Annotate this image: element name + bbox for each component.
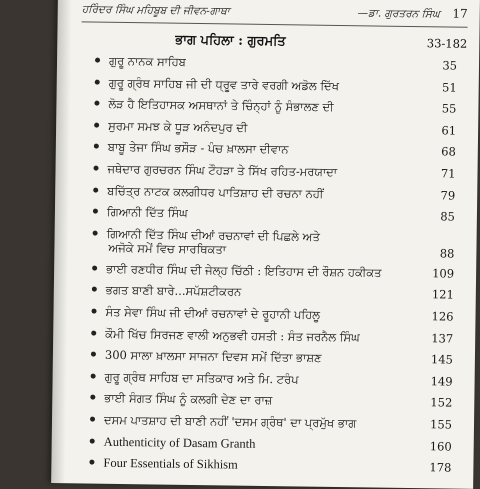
bullet-icon	[89, 460, 94, 465]
toc-entry-title-text: ਗੁਰੂ ਗ੍ਰੰਥ ਸਾਹਿਬ ਦਾ ਸਤਿਕਾਰ ਅਤੇ ਮਿ. ਟਰੰਪ	[104, 369, 299, 387]
bullet-icon	[93, 230, 98, 235]
toc-entry-page: 137	[431, 330, 454, 346]
toc-entry-title	[108, 97, 418, 115]
toc-entry	[51, 451, 473, 478]
bullet-icon	[90, 438, 95, 443]
toc-entry-title-text: ਗੁਰੂ ਗ੍ਰੰਥ ਸਾਹਿਬ ਜੀ ਦੀ ਧ੍ਰੂਵ ਤਾਰੇ ਵਰਗੀ ਅਡੋਲ ਦਿੱਖ	[108, 75, 340, 93]
toc-entry-page: 55	[441, 101, 457, 116]
toc-entry-title	[104, 434, 414, 452]
bullet-icon	[93, 209, 98, 214]
toc-entry-subtitle: ਅਜੋਕੇ ਸਮੇਂ ਵਿਚ ਸਾਰਥਿਕਤਾ	[108, 240, 227, 257]
bullet-icon	[92, 308, 97, 313]
section-page-range: 33-182	[426, 36, 468, 51]
toc-entry-page: 35	[442, 58, 458, 73]
toc-entry-title-text: ਭਾਈ ਸੰਗਤ ਸਿੰਘ ਨੂੰ ਕਲਗੀ ਦੇਣ ਦਾ ਰਾਜ਼	[104, 391, 273, 408]
bullet-icon	[91, 373, 96, 378]
toc-entry-page: 61	[441, 123, 457, 138]
toc-entry-title-text: ਬਚਿੱਤ੍ਰ ਨਾਟਕ ਕਲਗੀਧਰ ਪਾਤਿਸ਼ਾਹ ਦੀ ਰਚਨਾ ਨਹੀਂ	[107, 183, 324, 201]
toc-entry-title-text: Four Essentials of Sikhism	[103, 455, 238, 472]
toc-entry-title-text: ਸੰਤ ਸੇਵਾ ਸਿੰਘ ਜੀ ਦੀਆਂ ਰਚਨਾਵਾਂ ਦੇ ਰੂਹਾਨੀ ਪਹਿਲੂ	[105, 304, 321, 322]
toc-entry-title	[109, 75, 419, 93]
toc-entry-page: 71	[440, 166, 456, 181]
toc-entry-title	[103, 456, 413, 474]
toc-entry-title	[107, 183, 417, 201]
bullet-icon	[94, 144, 99, 149]
book-page	[51, 0, 480, 489]
toc-entry-title	[105, 326, 415, 344]
bullet-icon	[95, 79, 100, 84]
toc-entry-page: 109	[432, 266, 455, 281]
toc-entry-title-text: ਲੋੜ ਹੈ ਇਤਿਹਾਸਕ ਅਸਥਾਨਾਂ ਤੇ ਚਿੰਨ੍ਹਾਂ ਨੂੰ ਸੰਭਾਲਣ ਦੀ	[108, 96, 334, 115]
toc-entry-title	[105, 348, 415, 366]
bullet-icon	[92, 265, 97, 270]
bullet-icon	[91, 352, 96, 357]
toc-entry-page: 178	[429, 460, 452, 475]
toc-entry-title	[106, 283, 416, 301]
toc-entry-page: 51	[441, 80, 457, 95]
toc-entry-page: 88	[439, 246, 455, 261]
toc-entry-title	[104, 391, 414, 409]
toc-entry-title-text: ਜਥੇਦਾਰ ਗੁਰਚਰਨ ਸਿੰਘ ਟੌਹੜਾ ਤੇ ਸਿੱਖ ਰਹਿਤ-ਮਰਯਾਦਾ	[107, 161, 338, 179]
page-number: 17	[452, 6, 468, 21]
bullet-icon	[94, 122, 99, 127]
running-head-title: ਹਰਿੰਦਰ ਸਿੰਘ ਮਹਿਬੂਬ ਦੀ ਜੀਵਨ-ਗਾਥਾ	[81, 3, 230, 18]
toc-entry-page: 152	[430, 395, 453, 410]
toc-entry-page: 121	[431, 287, 454, 302]
toc-entry-title	[105, 305, 415, 323]
running-head-author: —ਡਾ. ਗੁਰਤਰਨ ਸਿੰਘ	[357, 7, 440, 21]
toc-entry-page: 68	[441, 144, 456, 159]
toc-entry-title	[106, 262, 416, 280]
toc-entry-title-text: ਬਾਬੂ ਤੇਜਾ ਸਿੰਘ ਭਸੌੜ - ਪੰਚ ਖ਼ਾਲਸਾ ਦੀਵਾਨ	[107, 140, 289, 157]
table-of-contents	[51, 49, 479, 479]
bullet-icon	[91, 330, 96, 335]
toc-entry-page: 149	[430, 374, 453, 389]
toc-entry-page: 160	[429, 438, 452, 454]
toc-entry	[54, 222, 476, 263]
toc-entry-title	[107, 205, 417, 223]
toc-entry-title	[105, 369, 415, 387]
toc-entry-title-text: ਭਾਈ ਰਣਧੀਰ ਸਿੰਘ ਦੀ ਜੇਲ੍ਹ ਚਿੱਠੀ : ਇਤਿਹਾਸ ਦੀ ਰੌਸ਼ਨ ਹਕੀਕਤ	[106, 261, 382, 280]
toc-entry-title-text: ਗਿਆਨੀ ਦਿੱਤ ਸਿੰਘ ਦੀਆਂ ਰਚਨਾਵਾਂ ਦੀ ਪਿਛਲੇ ਅਤੇ	[106, 226, 320, 244]
bullet-icon	[90, 416, 95, 421]
section-title: ਭਾਗ ਪਹਿਲਾ : ਗੁਰਮਤਿ	[175, 32, 286, 50]
toc-entry-page: 155	[429, 417, 453, 432]
toc-entry-page: 126	[431, 309, 454, 324]
toc-entry-title-text: Authenticity of Dasam Granth	[103, 434, 256, 451]
bullet-icon	[94, 101, 99, 106]
running-head	[82, 1, 468, 27]
toc-entry-title	[108, 140, 418, 158]
bullet-icon	[93, 187, 98, 192]
toc-entry-title-text: ਸੁਰਮਾ ਸਮਝ ਕੇ ਧੂੜ ਅਨੰਦਪੁਰ ਦੀ	[108, 118, 248, 135]
toc-entry-title	[108, 119, 418, 137]
bullet-icon	[92, 287, 97, 292]
toc-entry-page: 79	[440, 187, 456, 203]
bullet-icon	[94, 166, 99, 171]
toc-entry-page: 145	[430, 352, 454, 367]
toc-entry-page: 85	[440, 209, 456, 224]
toc-entry-title	[109, 54, 419, 72]
toc-entry-title-text: ਭਗਤ ਬਾਣੀ ਬਾਰੇ...ਸਪੱਸ਼ਟੀਕਰਨ	[105, 283, 242, 299]
toc-entry-title-text: ਗਿਆਨੀ ਦਿੱਤ ਸਿੰਘ	[106, 204, 188, 221]
bullet-icon	[90, 395, 95, 400]
toc-entry-title-text: ਗੁਰੂ ਨਾਨਕ ਸਾਹਿਬ	[108, 53, 186, 69]
bullet-icon	[95, 58, 100, 63]
toc-entry-title-text: ਕੌਮੀ ਖਿੱਚ ਸਿਰਜਣ ਵਾਲੀ ਅਨੁਭਵੀ ਹਸਤੀ : ਸੰਤ ਜਰਨੈਲ ਸਿੰਘ	[105, 326, 360, 344]
toc-entry-title-text: ਦਸਮ ਪਾਤਸ਼ਾਹ ਦੀ ਬਾਣੀ ਨਹੀਂ 'ਦਸਮ ਗ੍ਰੰਥ' ਦਾ ਪ੍ਰਮੁੱਖ ਭਾਗ	[103, 412, 357, 431]
toc-entry-title-text: 300 ਸਾਲਾ ਖ਼ਾਲਸਾ ਸਾਜਨਾ ਦਿਵਸ ਸਮੇਂ ਦਿੱਤਾ ਭਾਸ਼ਣ	[104, 347, 322, 365]
toc-entry-title	[107, 162, 417, 180]
toc-entry-title	[106, 227, 416, 259]
toc-entry-title	[104, 413, 414, 431]
